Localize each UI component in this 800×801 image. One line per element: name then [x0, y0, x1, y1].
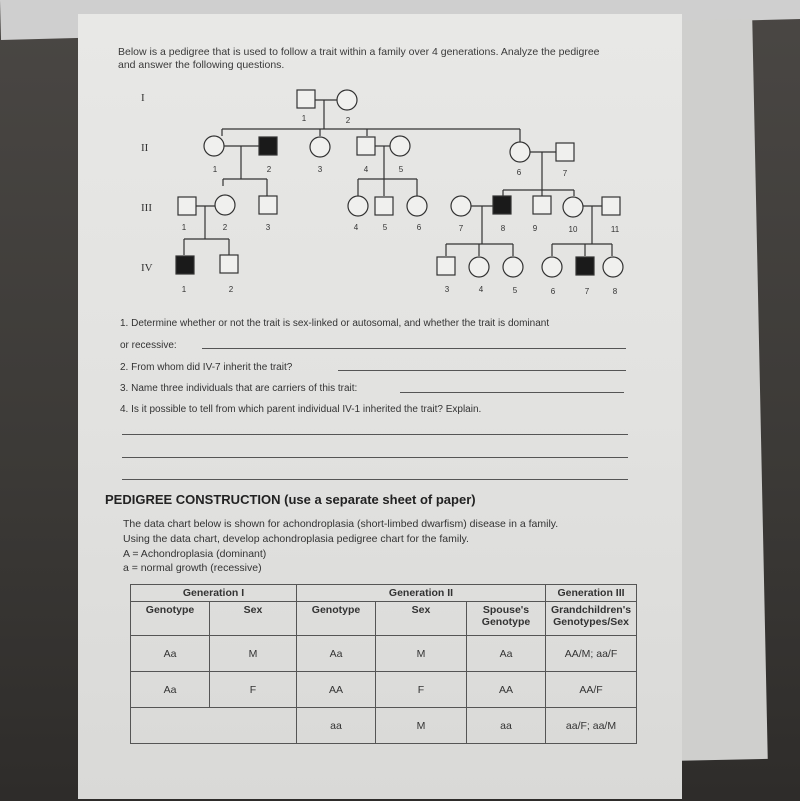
table-cell: M	[376, 708, 467, 744]
section-title: PEDIGREE CONSTRUCTION (use a separate sheet of paper)	[105, 492, 476, 507]
group-header-gen2: Generation II	[297, 585, 546, 602]
construction-text-4: a = normal growth (recessive)	[123, 562, 262, 574]
data-table	[130, 584, 637, 744]
table-cell: AA	[467, 672, 546, 708]
table-cell: F	[376, 672, 467, 708]
individual-II-2	[259, 137, 277, 155]
individual-III-11	[602, 197, 620, 215]
table-cell: aa	[297, 708, 376, 744]
individual-I-2	[337, 90, 357, 110]
table-cell: Aa	[297, 636, 376, 672]
question-1: 1. Determine whether or not the trait is sex-linked or autosomal, and whether the trait is dominant	[120, 318, 550, 329]
individual-II-4	[357, 137, 375, 155]
col-header-grandchildren: Grandchildren's Genotypes/Sex	[546, 602, 637, 636]
number-II-2: 2	[266, 165, 272, 174]
question-2: 2. From whom did IV-7 inherit the trait?	[120, 362, 293, 373]
construction-text-1: The data chart below is shown for achondroplasia (short-limbed dwarfism) disease in a family.	[123, 518, 559, 530]
individual-III-5	[375, 197, 393, 215]
answer-line-1[interactable]	[202, 348, 626, 349]
number-II-7: 7	[562, 169, 568, 178]
group-header-gen3: Generation III	[546, 585, 637, 602]
table-cell	[131, 708, 297, 744]
table-cell: AA	[297, 672, 376, 708]
number-IV-8: 8	[612, 287, 618, 296]
number-IV-6: 6	[550, 287, 556, 296]
table-cell: aa	[467, 708, 546, 744]
answer-line-4b[interactable]	[122, 457, 628, 458]
number-III-10: 10	[568, 225, 578, 234]
individual-III-1	[178, 197, 196, 215]
number-IV-4: 4	[478, 285, 484, 294]
individual-II-3	[310, 137, 330, 157]
number-I-1: 1	[301, 114, 307, 123]
number-II-4: 4	[363, 165, 369, 174]
individual-IV-8	[603, 257, 623, 277]
individual-III-3	[259, 196, 277, 214]
generation-label-4: IV	[141, 262, 153, 274]
number-III-8: 8	[500, 224, 506, 233]
table-cell: AA/F	[546, 672, 637, 708]
group-header-gen1: Generation I	[131, 585, 297, 602]
number-III-4: 4	[353, 223, 359, 232]
col-header-genotype-1: Genotype	[131, 602, 210, 636]
answer-line-3[interactable]	[400, 392, 624, 393]
individual-III-2	[215, 195, 235, 215]
individual-II-6	[510, 142, 530, 162]
table-cell: Aa	[131, 636, 210, 672]
number-IV-1: 1	[181, 285, 187, 294]
question-3: 3. Name three individuals that are carriers of this trait:	[120, 383, 358, 394]
table-cell: Aa	[131, 672, 210, 708]
number-IV-5: 5	[512, 286, 518, 295]
number-III-11: 11	[610, 225, 620, 234]
individual-IV-1	[176, 256, 194, 274]
number-III-7: 7	[458, 224, 464, 233]
individual-II-7	[556, 143, 574, 161]
worksheet-page	[78, 14, 682, 799]
number-II-1: 1	[212, 165, 218, 174]
table-cell: Aa	[467, 636, 546, 672]
number-III-3: 3	[265, 223, 271, 232]
individual-III-7	[451, 196, 471, 216]
table-cell: M	[376, 636, 467, 672]
table-cell: AA/M; aa/F	[546, 636, 637, 672]
individual-III-10	[563, 197, 583, 217]
individual-III-4	[348, 196, 368, 216]
individual-IV-7	[576, 257, 594, 275]
table-cell: F	[210, 672, 297, 708]
number-IV-3: 3	[444, 285, 450, 294]
number-I-2: 2	[345, 116, 351, 125]
col-header-genotype-2: Genotype	[297, 602, 376, 636]
individual-III-6	[407, 196, 427, 216]
construction-text-3: A = Achondroplasia (dominant)	[123, 548, 267, 560]
number-III-9: 9	[532, 224, 538, 233]
individual-IV-4	[469, 257, 489, 277]
construction-text-2: Using the data chart, develop achondroplasia pedigree chart for the family.	[123, 533, 469, 545]
individual-IV-5	[503, 257, 523, 277]
number-III-1: 1	[181, 223, 187, 232]
number-IV-2: 2	[228, 285, 234, 294]
individual-IV-6	[542, 257, 562, 277]
intro-text: Below is a pedigree that is used to follow a trait within a family over 4 generations. Analyze the pedigree and answer the following questions.	[118, 46, 600, 71]
generation-label-2: II	[141, 142, 149, 154]
answer-line-2[interactable]	[338, 370, 626, 371]
answer-line-4c[interactable]	[122, 479, 628, 480]
question-4: 4. Is it possible to tell from which parent individual IV-1 inherited the trait? Explain.	[120, 404, 482, 415]
number-II-3: 3	[317, 165, 323, 174]
question-1-continued: or recessive:	[120, 340, 177, 351]
number-IV-7: 7	[584, 287, 590, 296]
col-header-sex-1: Sex	[210, 602, 297, 636]
individual-IV-3	[437, 257, 455, 275]
individual-IV-2	[220, 255, 238, 273]
number-II-6: 6	[516, 168, 522, 177]
number-III-2: 2	[222, 223, 228, 232]
individual-II-1	[204, 136, 224, 156]
individual-III-8	[493, 196, 511, 214]
table-cell: aa/F; aa/M	[546, 708, 637, 744]
col-header-spouse-genotype: Spouse's Genotype	[467, 602, 546, 636]
generation-label-3: III	[141, 202, 152, 214]
table-cell: M	[210, 636, 297, 672]
number-II-5: 5	[398, 165, 404, 174]
individual-II-5	[390, 136, 410, 156]
number-III-5: 5	[382, 223, 388, 232]
individual-III-9	[533, 196, 551, 214]
generation-label-1: I	[141, 92, 145, 104]
col-header-sex-2: Sex	[376, 602, 467, 636]
pedigree-chart	[78, 14, 682, 314]
individual-I-1	[297, 90, 315, 108]
answer-line-4a[interactable]	[122, 434, 628, 435]
number-III-6: 6	[416, 223, 422, 232]
